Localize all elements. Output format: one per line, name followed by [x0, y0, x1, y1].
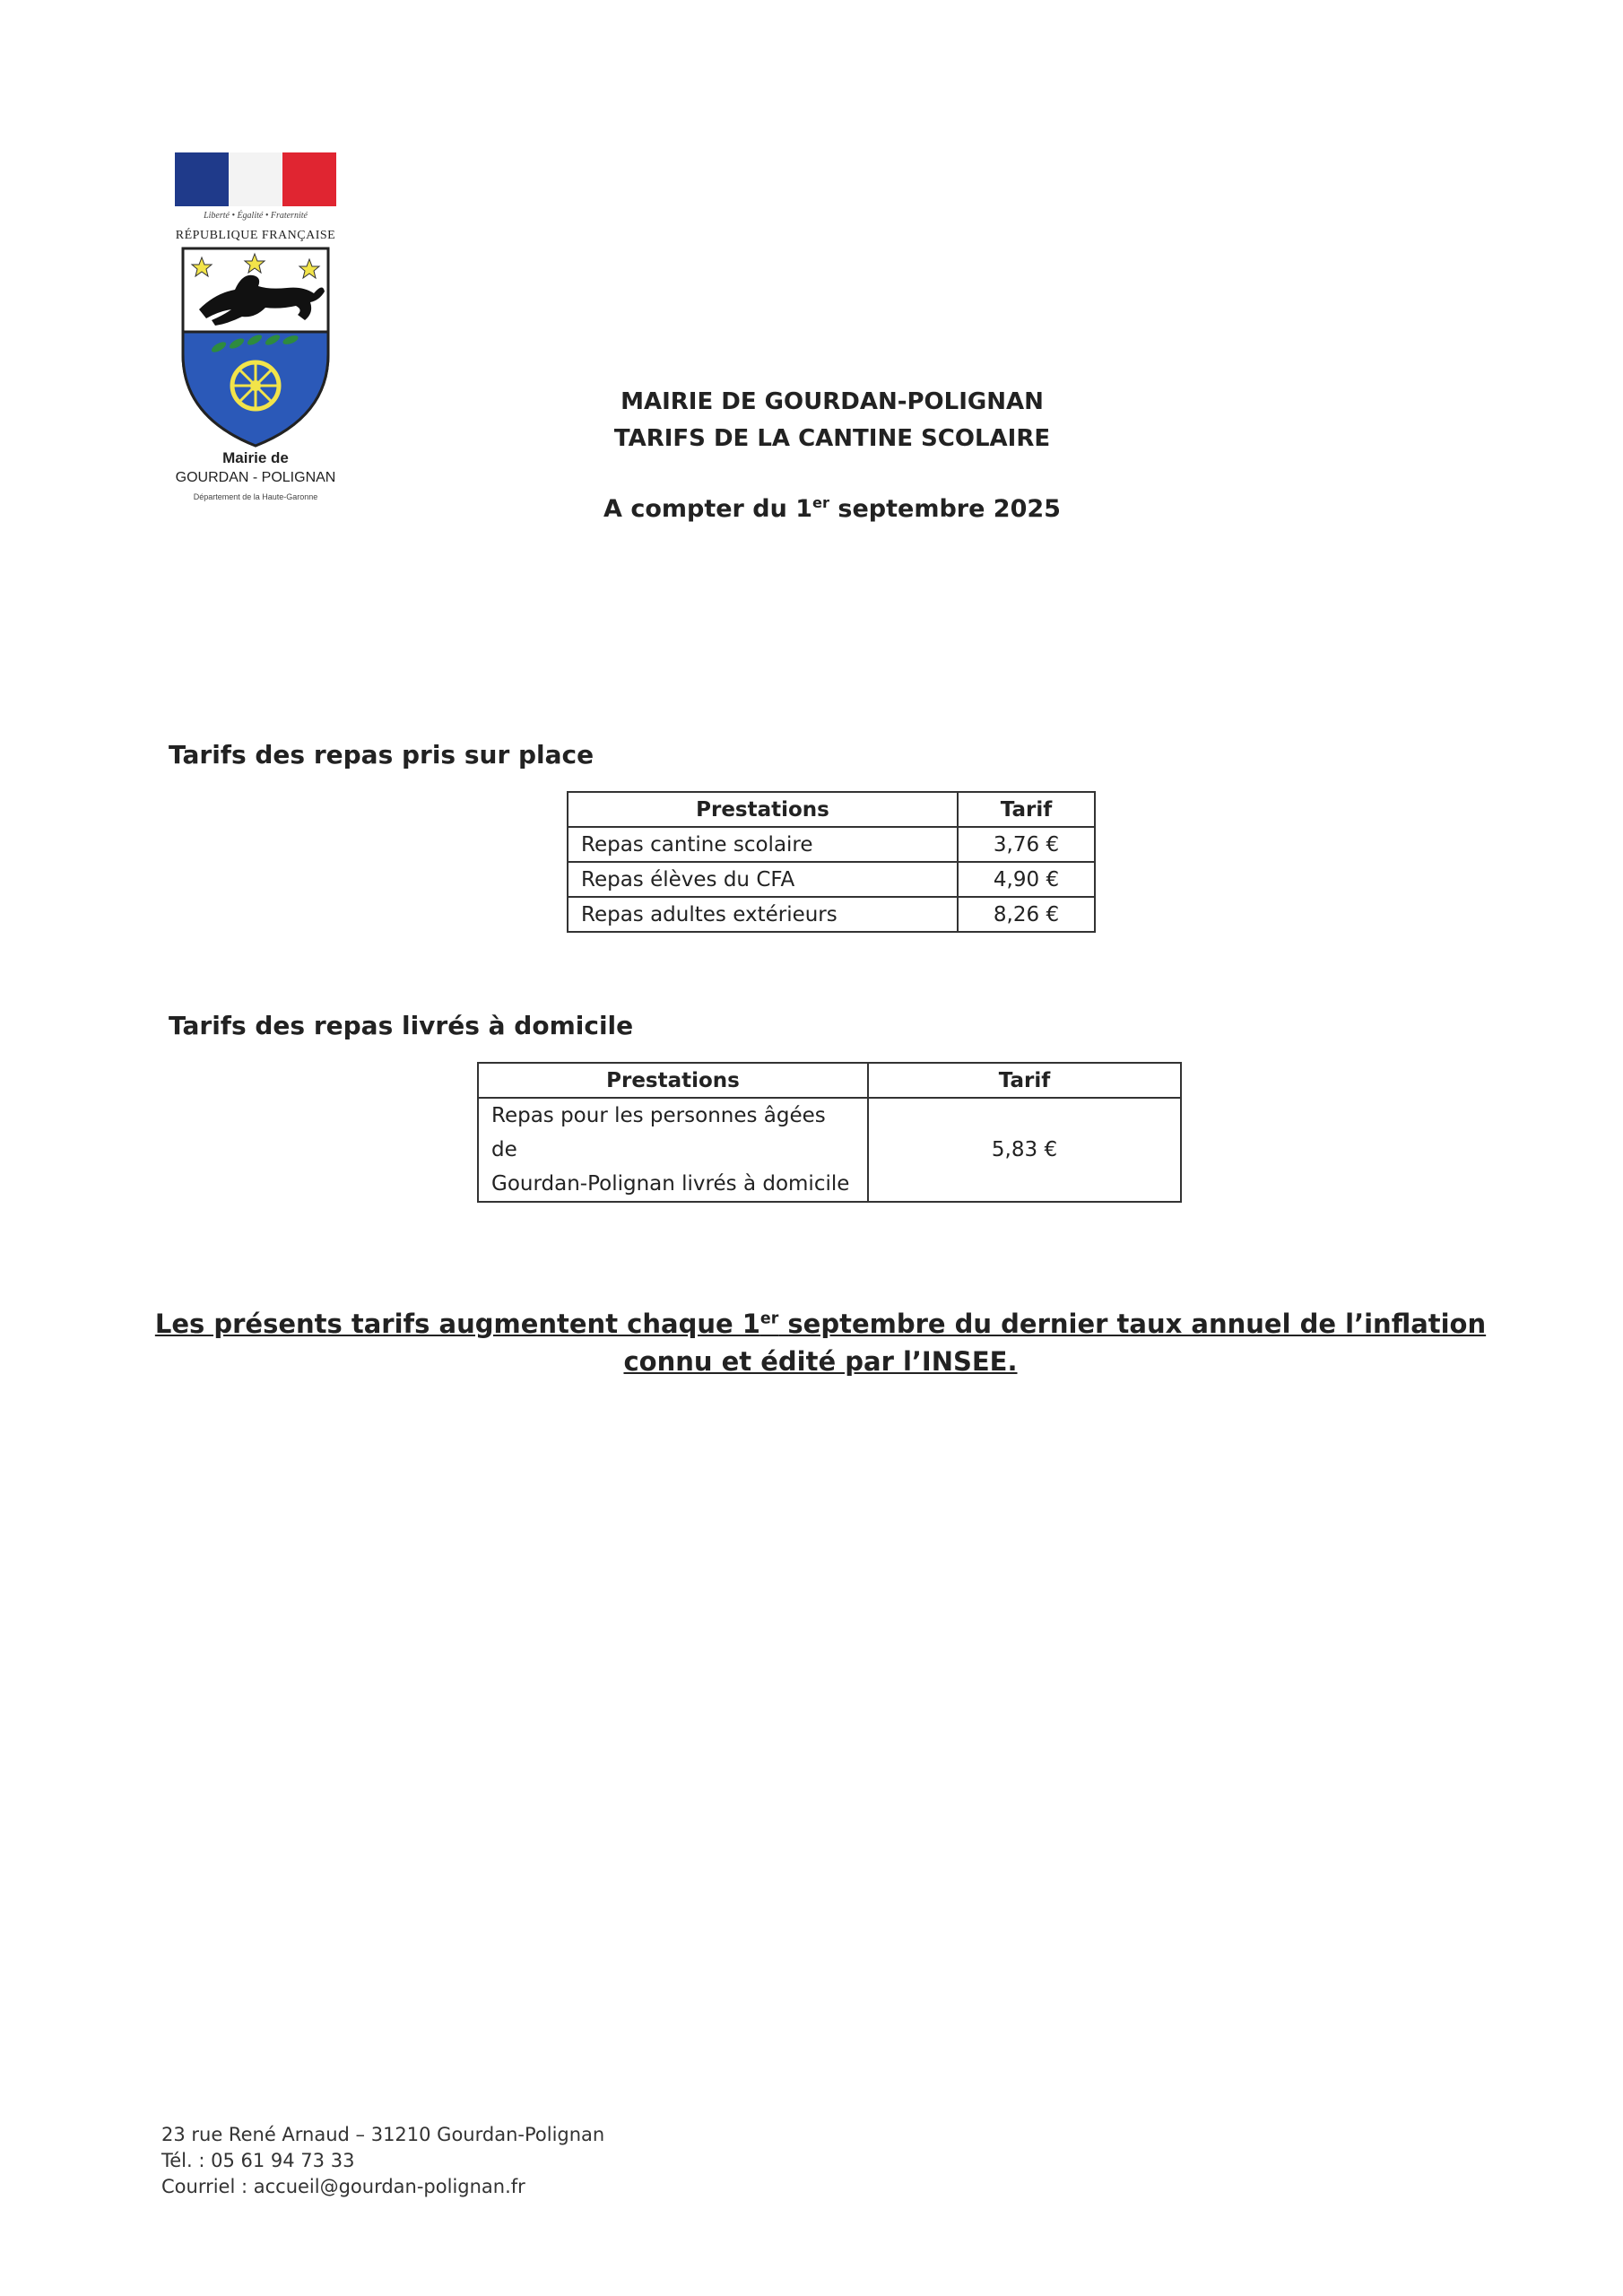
prestation-cell: Repas adultes extérieurs — [568, 897, 958, 932]
table-row — [478, 1098, 1181, 1202]
prestation-cell: Repas cantine scolaire — [568, 827, 958, 862]
footer-email: Courriel : accueil@gourdan-polignan.fr — [161, 2176, 525, 2197]
logo-department-label: Département de la Haute-Garonne — [193, 492, 318, 501]
marianne-flag-icon — [175, 152, 336, 206]
inflation-notice: Les présents tarifs augmentent chaque 1er septembre du dernier taux annuel de l’inflation connu et édité par l’INSEE. — [154, 1309, 1487, 1377]
table-header-row — [568, 792, 1095, 827]
delivery-tariff-table — [477, 1062, 1182, 1203]
prestation-cell: Repas élèves du CFA — [568, 862, 958, 897]
logo-mairie-label: Mairie de — [222, 449, 289, 466]
onsite-tariff-table — [567, 791, 1096, 933]
price-cell: 3,76 € — [958, 827, 1095, 862]
table-row — [568, 897, 1095, 932]
republic-motto: Liberté • Égalité • Fraternité — [204, 211, 308, 221]
prestation-cell: Repas pour les personnes âgées de Gourdan-Polignan livrés à domicile — [478, 1098, 868, 1202]
footer-phone: Tél. : 05 61 94 73 33 — [161, 2150, 355, 2171]
logo-town-label: GOURDAN - POLIGNAN — [175, 470, 336, 485]
footer-address: 23 rue René Arnaud – 31210 Gourdan-Polignan — [161, 2124, 605, 2145]
section-onsite-title: Tarifs des repas pris sur place — [169, 740, 595, 770]
page-subtitle: TARIFS DE LA CANTINE SCOLAIRE — [613, 425, 1051, 452]
republic-name: RÉPUBLIQUE FRANÇAISE — [175, 229, 336, 242]
table-header-row — [478, 1063, 1181, 1098]
effective-date: A compter du 1er septembre 2025 — [603, 494, 1061, 523]
page-title: MAIRIE DE GOURDAN-POLIGNAN — [621, 388, 1044, 415]
table-row — [568, 862, 1095, 897]
column-header: Tarif — [868, 1063, 1181, 1098]
column-header: Prestations — [478, 1063, 868, 1098]
municipal-logo — [170, 148, 341, 507]
column-header: Tarif — [958, 792, 1095, 827]
table-row — [568, 827, 1095, 862]
section-delivery-title: Tarifs des repas livrés à domicile — [169, 1011, 634, 1040]
price-cell: 5,83 € — [868, 1098, 1181, 1202]
price-cell: 8,26 € — [958, 897, 1095, 932]
column-header: Prestations — [568, 792, 958, 827]
coat-of-arms-icon — [179, 247, 332, 448]
price-cell: 4,90 € — [958, 862, 1095, 897]
